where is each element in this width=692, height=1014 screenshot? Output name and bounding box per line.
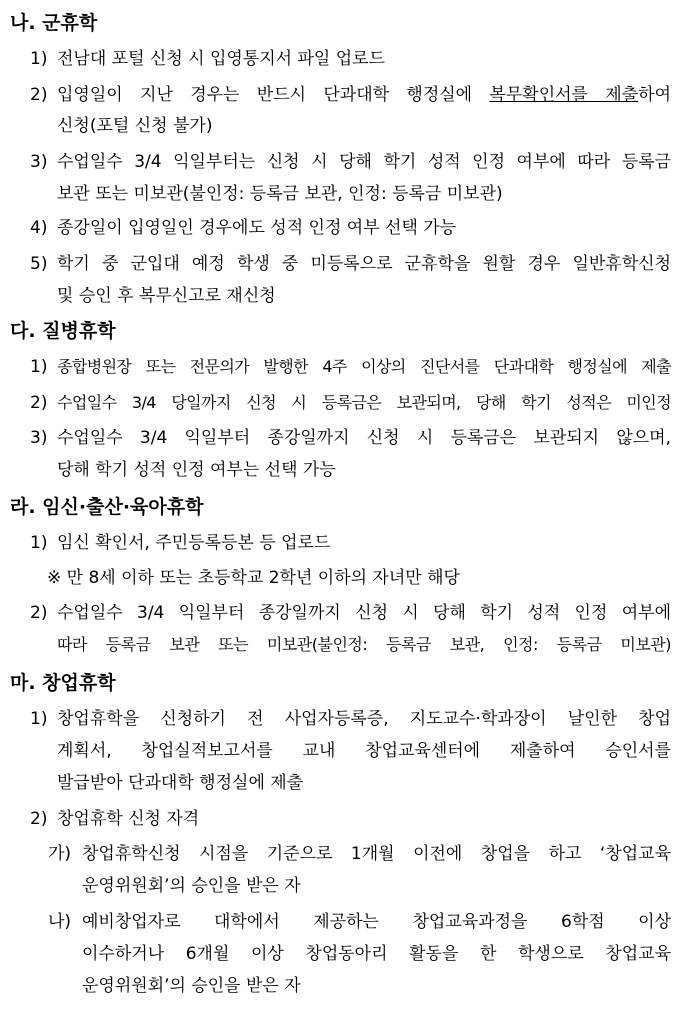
item-text: 전남대 포털 신청 시 입영통지서 파일 업로드 bbox=[57, 49, 386, 69]
item-text: 창업휴학 신청 자격 bbox=[57, 809, 200, 829]
item-number: 4) bbox=[30, 218, 48, 238]
item-text: 발급받아 단과대학 행정실에 제출 bbox=[57, 773, 304, 793]
item-text: 수업일수 3/4 익일부터 종강일까지 신청 시 당해 학기 성적 인정 여부에 bbox=[57, 603, 671, 623]
item-text: 신청(포털 신청 불가) bbox=[57, 116, 213, 136]
item-text: 따라 등록금 보관 또는 미보관(불인정: 등록금 보관, 인정: 등록금 미보관) bbox=[57, 635, 671, 654]
item-text: 계획서, 창업실적보고서를 교내 창업교육센터에 제출하여 승인서를 bbox=[57, 741, 671, 761]
section-heading-illness-leave: 다. 질병휴학 bbox=[10, 320, 116, 342]
item-number: 1) bbox=[30, 533, 48, 553]
item-number: 2) bbox=[30, 809, 48, 829]
item-text: 종강일이 입영일인 경우에도 성적 인정 여부 선택 가능 bbox=[57, 218, 457, 238]
underlined-text: 복무확인서를 제출 bbox=[489, 85, 639, 105]
item-number: 5) bbox=[30, 254, 48, 274]
sub-item-number: 가) bbox=[48, 844, 72, 864]
item-text: 수업일수 3/4 익일부터는 신청 시 당해 학기 성적 인정 여부에 따라 등록금 bbox=[57, 152, 671, 172]
sub-item-text: 이수하거나 6개월 이상 창업동아리 활동을 한 학생으로 창업교육 bbox=[82, 944, 671, 964]
item-text-part: 하여 bbox=[638, 85, 671, 105]
item-number: 2) bbox=[30, 393, 48, 413]
item-text: 임신 확인서, 주민등록등본 등 업로드 bbox=[57, 533, 331, 553]
item-text: 당해 학기 성적 인정 여부는 선택 가능 bbox=[57, 460, 336, 480]
sub-item-number: 나) bbox=[48, 912, 72, 932]
item-number: 1) bbox=[30, 49, 48, 69]
item-text: 창업휴학을 신청하기 전 사업자등록증, 지도교수·학과장이 날인한 창업 bbox=[57, 709, 671, 729]
item-number: 3) bbox=[30, 428, 48, 448]
item-text: 수업일수 3/4 당일까지 신청 시 등록금은 보관되며, 당해 학기 성적은 미인정 bbox=[57, 393, 671, 412]
item-number: 2) bbox=[30, 603, 48, 623]
sub-item-text: 예비창업자로 대학에서 제공하는 창업교육과정을 6학점 이상 bbox=[82, 912, 671, 932]
item-text: 종합병원장 또는 전문의가 발행한 4주 이상의 진단서를 단과대학 행정실에 제출 bbox=[57, 357, 671, 376]
item-text: 학기 중 군입대 예정 학생 중 미등록으로 군휴학을 원할 경우 일반휴학신청 bbox=[57, 254, 671, 274]
item-number: 2) bbox=[30, 85, 48, 105]
item-number: 1) bbox=[30, 709, 48, 729]
sub-item-text: 운영위원회’의 승인을 받은 자 bbox=[82, 976, 301, 996]
item-text: 및 승인 후 복무신고로 재신청 bbox=[57, 286, 276, 306]
section-heading-startup-leave: 마. 창업휴학 bbox=[10, 672, 116, 694]
note-text: ※ 만 8세 이하 또는 초등학교 2학년 이하의 자녀만 해당 bbox=[47, 568, 460, 588]
section-heading-military-leave: 나. 군휴학 bbox=[10, 12, 98, 34]
item-number: 1) bbox=[30, 357, 48, 377]
item-text-part: 입영일이 지난 경우는 반드시 단과대학 행정실에 bbox=[57, 85, 490, 105]
sub-item-text: 운영위원회’의 승인을 받은 자 bbox=[82, 876, 301, 896]
item-text bbox=[57, 84, 671, 106]
item-number: 3) bbox=[30, 152, 48, 172]
item-text: 수업일수 3/4 익일부터 종강일까지 신청 시 등록금은 보관되지 않으며, bbox=[57, 428, 671, 448]
item-text: 보관 또는 미보관(불인정: 등록금 보관, 인정: 등록금 미보관) bbox=[57, 184, 503, 204]
sub-item-text: 창업휴학신청 시점을 기준으로 1개월 이전에 창업을 하고 ‘창업교육 bbox=[82, 844, 671, 864]
section-heading-parental-leave: 라. 임신·출산·육아휴학 bbox=[10, 496, 204, 518]
